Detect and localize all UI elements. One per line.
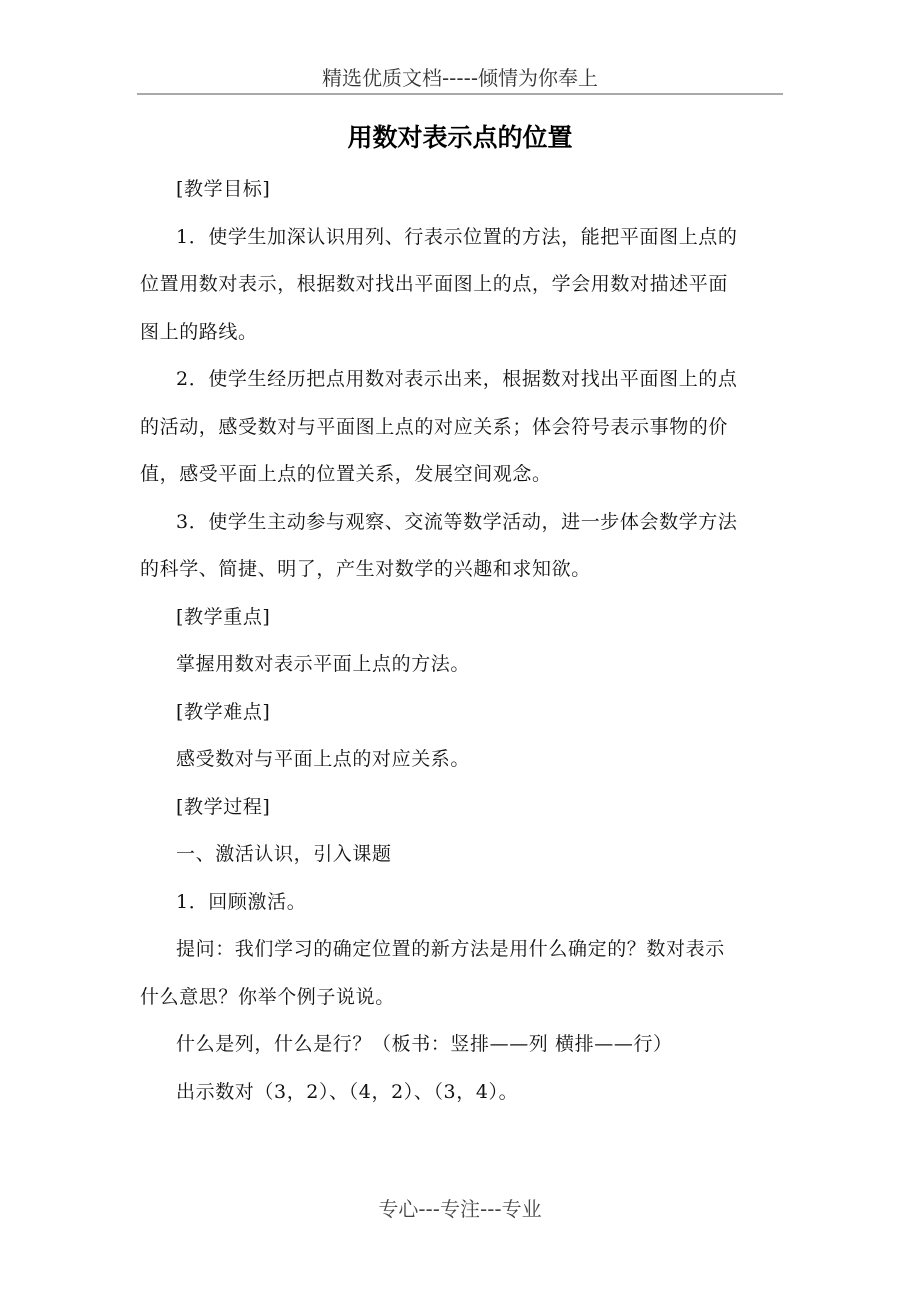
objective-2-line-2: 的活动，感受数对与平面图上点的对应关系；体会符号表示事物的价 [140,415,729,438]
key-point-text: 掌握用数对表示平面上点的方法。 [176,653,471,675]
objective-1-line-2: 位置用数对表示，根据数对找出平面图上的点，学会用数对描述平面 [140,273,729,295]
document-title: 用数对表示点的位置 [347,123,573,152]
columns-rows-text: 什么是列，什么是行？（板书：竖排——列 横排——行） [176,1033,673,1055]
page-header: 精选优质文档-----倾情为你奉上 [321,66,599,90]
objective-3-line-2: 的科学、简捷、明了，产生对数学的兴趣和求知欲。 [140,558,591,580]
process-part-1-heading: 一、激活认识，引入课题 [176,843,392,865]
section-heading-difficulty: [教学难点] [176,700,271,723]
question-line-1: 提问：我们学习的确定位置的新方法是用什么确定的？数对表示 [176,938,725,960]
document-body [140,166,780,1116]
objective-1-line-1: 1．使学生加深认识用列、行表示位置的方法，能把平面图上点的 [176,225,738,248]
difficulty-text: 感受数对与平面上点的对应关系。 [176,748,471,770]
section-heading-key-point: [教学重点] [176,605,271,628]
objective-1-line-3: 图上的路线。 [140,320,258,343]
page-footer: 专心---专注---专业 [378,1197,542,1221]
question-line-2: 什么意思？你举个例子说说。 [140,985,395,1008]
objective-2-line-1: 2．使学生经历把点用数对表示出来，根据数对找出平面图上的点 [176,368,738,390]
objective-3-line-1: 3．使学生主动参与观察、交流等数学活动，进一步体会数学方法 [176,510,738,533]
objective-2-line-3: 值，感受平面上点的位置关系，发展空间观念。 [140,463,552,485]
step-1-heading: 1．回顾激活。 [176,890,307,913]
section-heading-process: [教学过程] [176,795,271,818]
header-divider [137,93,783,95]
section-heading-objectives: [教学目标] [176,178,271,200]
show-pairs-text: 出示数对（3，2）、（4，2）、（3，4）。 [176,1080,519,1103]
